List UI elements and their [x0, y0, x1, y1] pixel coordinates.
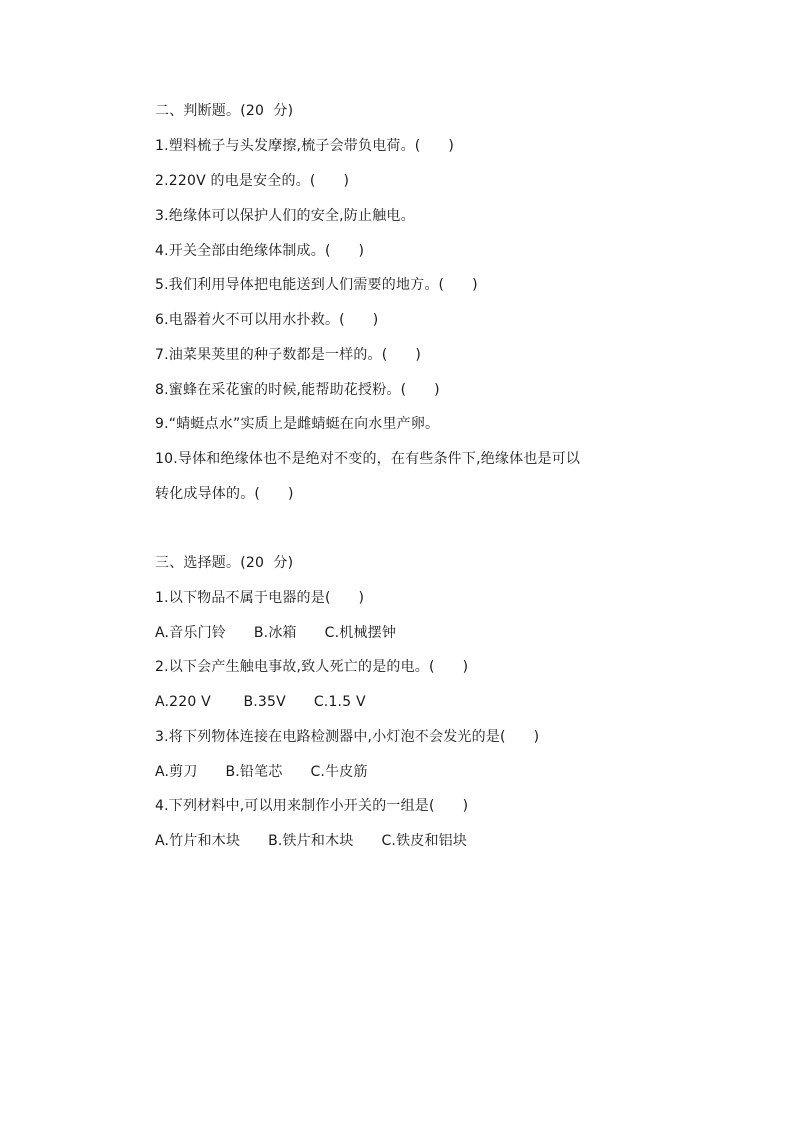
judgment-item-1: 1.塑料梳子与头发摩擦,梳子会带负电荷。( ) [155, 138, 455, 154]
choice-question-1: 1.以下物品不属于电器的是( ) [155, 590, 365, 606]
section-2-heading: 二、判断题。(20 分) [155, 103, 294, 119]
choice-options-3: A.剪刀 B.铅笔芯 C.牛皮筋 [155, 764, 368, 780]
judgment-item-10: 10.导体和绝缘体也不是绝对不变的，在有些条件下,绝缘体也是可以 [155, 451, 581, 467]
choice-options-2: A.220 V B.35V C.1.5 V [155, 694, 366, 710]
choice-question-3: 3.将下列物体连接在电路检测器中,小灯泡不会发光的是( ) [155, 729, 540, 745]
judgment-item-10-continued: 转化成导体的。( ) [155, 486, 294, 502]
judgment-item-5: 5.我们利用导体把电能送到人们需要的地方。( ) [155, 277, 478, 293]
judgment-item-9: 9.“蜻蜓点水”实质上是雌蜻蜓在向水里产卵。 [155, 416, 440, 432]
judgment-item-4: 4.开关全部由绝缘体制成。( ) [155, 243, 365, 259]
choice-options-1: A.音乐门铃 B.冰箱 C.机械摆钟 [155, 625, 397, 641]
choice-options-4: A.竹片和木块 B.铁片和木块 C.铁皮和铝块 [155, 833, 468, 849]
choice-question-4: 4.下列材料中,可以用来制作小开关的一组是( ) [155, 798, 469, 814]
choice-question-2: 2.以下会产生触电事故,致人死亡的是的电。( ) [155, 659, 469, 675]
judgment-item-2: 2.220V 的电是安全的。( ) [155, 173, 350, 189]
judgment-item-7: 7.油菜果荚里的种子数都是一样的。( ) [155, 347, 421, 363]
judgment-item-8: 8.蜜蜂在采花蜜的时候,能帮助花授粉。( ) [155, 382, 440, 398]
judgment-item-3: 3.绝缘体可以保护人们的安全,防止触电。 [155, 208, 415, 224]
section-3-heading: 三、选择题。(20 分) [155, 555, 294, 571]
judgment-item-6: 6.电器着火不可以用水扑救。( ) [155, 312, 379, 328]
